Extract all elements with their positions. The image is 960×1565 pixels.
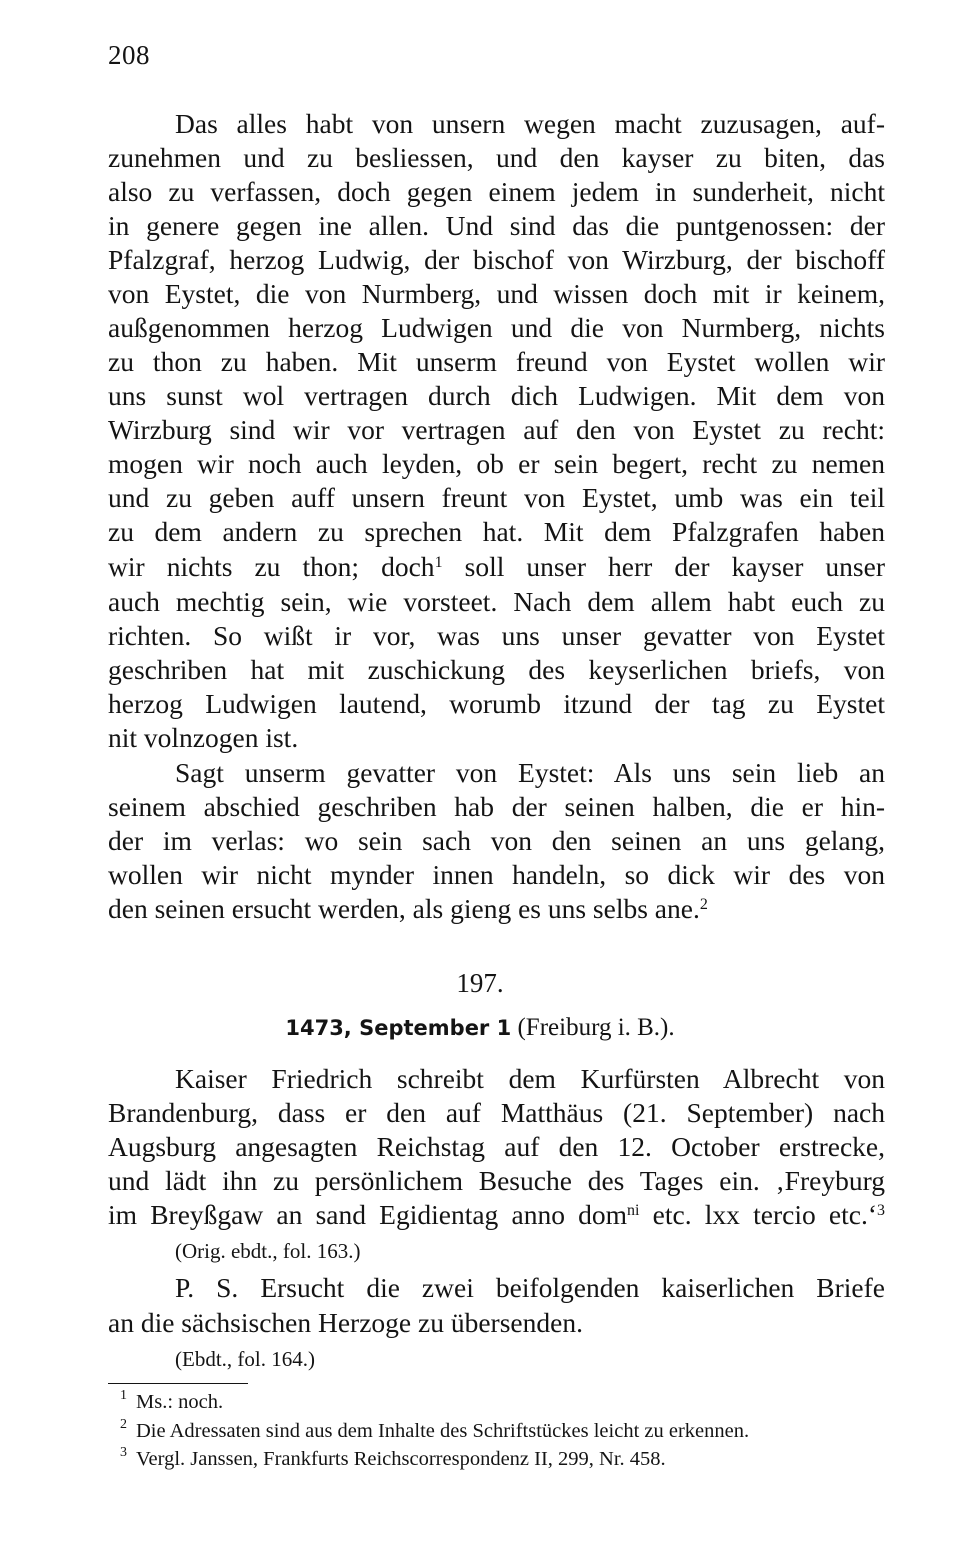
- text-line: Das alles habt von unsern wegen macht zuzusagen, auf-: [175, 108, 885, 139]
- text-line: und lädt ihn zu persönlichem Besuche des Tages ein. ‚Freyburg: [108, 1165, 885, 1196]
- text-line: [108, 550, 885, 584]
- text-line: Pfalzgraf, herzog Ludwig, der bischof von Wirzburg, der bischoff: [108, 244, 885, 275]
- footnote-reference[interactable]: 1: [434, 554, 443, 571]
- text-line: von Eystet, die von Nurmberg, und wissen doch mit ir keinem,: [108, 278, 885, 309]
- footnote-reference[interactable]: 2: [699, 896, 708, 913]
- text-line: in genere gegen ine allen. Und sind das die puntgenossen: der: [108, 210, 885, 241]
- footnote: [120, 1417, 750, 1445]
- footnote-reference[interactable]: 3: [877, 1202, 885, 1219]
- text-line: geschriben hat mit zuschickung des keyserlichen briefs, von: [108, 654, 885, 685]
- text-line: zu thon zu haben. Mit unserm freund von Eystet wollen wir: [108, 346, 885, 377]
- text-line: Wirzburg sind wir vor vertragen auf den von Eystet zu recht:: [108, 414, 885, 445]
- text-line: der im verlas: wo sein sach von den seinen an uns gelang,: [108, 825, 885, 856]
- text-line: und zu geben auff unsern freunt von Eystet, umb was ein teil: [108, 482, 885, 513]
- document-number: 197.: [456, 968, 504, 998]
- text-line: also zu verfassen, doch gegen einem jedem in sunderheit, nicht: [108, 176, 885, 207]
- page-number: 208: [108, 40, 150, 70]
- text-line: P. S. Ersucht die zwei beifolgenden kaiserlichen Briefe: [175, 1272, 885, 1303]
- text-line: seinem abschied geschriben hab der seinen halben, die er hin-: [108, 791, 885, 822]
- footnote-text: Vergl. Janssen, Frankfurts Reichscorrespondenz II, 299, Nr. 458.: [136, 1448, 666, 1470]
- text-run: soll unser herr der kayser unser: [442, 551, 885, 582]
- text-run: den seinen ersucht werden, als gieng es uns selbs ane.: [108, 893, 700, 924]
- footnote-mark: 1: [120, 1388, 127, 1403]
- date-place: (Freiburg i. B.).: [511, 1014, 675, 1041]
- text-line: uns sunst wol vertragen durch dich Ludwigen. Mit dem von: [108, 380, 885, 411]
- text-line: Brandenburg, dass er den auf Matthäus (21. September) nach: [108, 1097, 885, 1128]
- text-line: [108, 892, 885, 926]
- footnote-divider: [108, 1383, 248, 1384]
- text-line: Sagt unserm gevatter von Eystet: Als uns sein lieb an: [175, 757, 885, 788]
- footnote-text: Die Adressaten sind aus dem Inhalte des Schriftstückes leicht zu erkennen.: [136, 1420, 750, 1442]
- text-line: mogen wir noch auch leyden, ob er sein begert, recht zu nemen: [108, 448, 885, 479]
- footnote: [120, 1388, 224, 1416]
- footnote-mark: 3: [120, 1445, 127, 1460]
- text-line: auch mechtig sein, wie vorsteet. Nach dem allem habt euch zu: [108, 586, 885, 617]
- text-run: wir nichts zu thon; doch: [108, 551, 435, 582]
- text-line: Augsburg angesagten Reichstag auf den 12. October erstrecke,: [108, 1131, 885, 1162]
- source-note: (Ebdt., fol. 164.): [175, 1347, 315, 1371]
- superscript: ni: [627, 1202, 640, 1219]
- document-date: [0, 1014, 960, 1042]
- text-line: an die sächsischen Herzoge zu übersenden.: [108, 1307, 583, 1338]
- text-line: außgenommen herzog Ludwigen und die von Nurmberg, nichts: [108, 312, 885, 343]
- footnote-mark: 2: [120, 1417, 127, 1432]
- text-run: im Breyßgaw an sand Egidientag anno dom: [108, 1199, 628, 1230]
- date-bold: 1473, September 1: [285, 1016, 512, 1040]
- text-line: [108, 1198, 885, 1232]
- source-note: (Orig. ebdt., fol. 163.): [175, 1239, 361, 1263]
- text-line: richten. So wißt ir vor, was uns unser gevatter von Eystet: [108, 620, 885, 651]
- text-line: herzog Ludwigen lautend, worumb itzund der tag zu Eystet: [108, 688, 885, 719]
- text-line: wollen wir nicht mynder innen handeln, so dick wir des von: [108, 859, 885, 890]
- text-run: etc. lxx tercio etc.‘: [639, 1199, 877, 1230]
- text-line: Kaiser Friedrich schreibt dem Kurfürsten Albrecht von: [175, 1063, 885, 1094]
- footnote: [120, 1445, 666, 1473]
- text-line: nit volnzogen ist.: [108, 722, 299, 753]
- footnote-text: Ms.: noch.: [136, 1391, 224, 1413]
- text-line: zunehmen und zu besliessen, und den kayser zu biten, das: [108, 142, 885, 173]
- text-line: zu dem andern zu sprechen hat. Mit dem Pfalzgrafen haben: [108, 516, 885, 547]
